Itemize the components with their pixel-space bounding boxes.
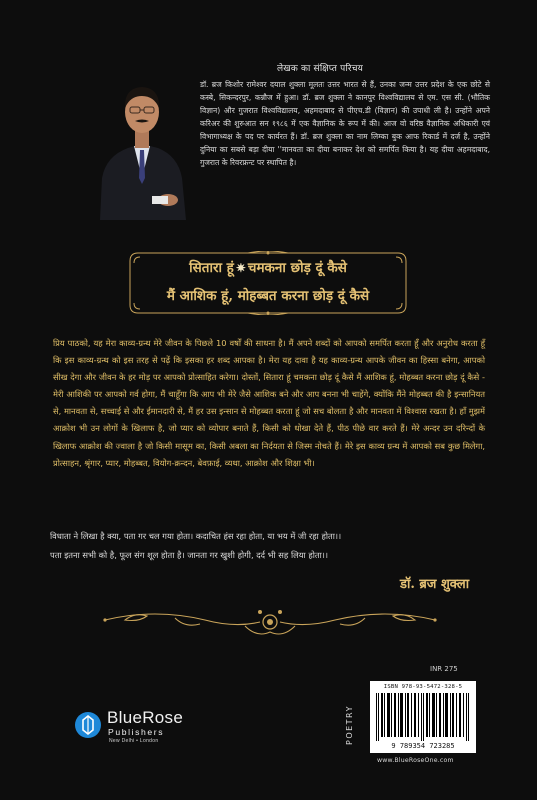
genre-label: POETRY — [345, 705, 354, 745]
poem-line-2: मैं आशिक हूं, मोहब्बत करना छोड़ दूं कैसे — [166, 288, 370, 304]
poem-line-1-end: चमकना छोड़ दूं कैसे — [247, 260, 347, 276]
publisher-website: www.BlueRoseOne.com — [377, 757, 454, 764]
sparkle-icon: ✷ — [235, 261, 246, 275]
author-photo — [92, 60, 192, 220]
isbn-label: ISBN 978-93-5472-328-5 — [383, 684, 463, 690]
barcode-number: 9 789354 723285 — [391, 742, 455, 750]
bio-heading: लेखक का संक्षिप्त परिचय — [277, 64, 364, 74]
poem-frame — [128, 251, 408, 315]
barcode-box — [370, 681, 476, 753]
poem-line-1-start: सितारा हूं — [189, 260, 234, 276]
author-signature: डॉ. ब्रज शुक्ला — [400, 577, 470, 592]
publisher-logo — [74, 708, 234, 748]
publisher-name: BlueRose — [107, 708, 184, 727]
ornament-icon — [95, 598, 445, 643]
price-label: INR 275 — [430, 665, 458, 673]
publisher-subtitle: Publishers — [108, 727, 165, 737]
main-paragraph: प्रिय पाठको, यह मेरा काव्य-ग्रन्थ मेरे जीवन के पिछले 10 वर्षों की साधना है। मैं अपने शब्दों को आपको समर्पित करता हूँ और अनुरोध करता हूँ कि इस काव्य-ग्रन्थ को इस तरह से पढ़ें कि इसका हर शब्द आपका है। मेरा यह दावा है यह काव्य-ग्रन्थ आपके जीवन का हिस्सा बनेगा, आपको सीख देगा और जीवन के हर मोड़ पर आपको प्रोत्साहित करेगा। दोस्तों, सितारा हूं चमकना छोड़ दूं कैसे मैं आशिक हूं, मोहब्बत करना छोड़ दूं कैसे - मेरी आशिकी पर आपको गर्व होगा, मैं चाहूँगा कि आप भी मेरे जैसे आशिक बने और आप बनना भी चाहेंगे, क्योंकि मैंने मोहब्बत की है इन्सानियत से, मानवता से, सच्चाई से और ईमानदारी से, मैं हर उस इन्सान से मोहब्बत करता हूं जो सच बोलता है और मानवता में विश्वास रखता है। हाँ मुझमें आक्रोश भी उन लोगों के खिलाफ है, जो प्यार को व्योपार बनाते हैं, किसी को धोखा देते हैं, पीठ पीछे वार करते हैं। मेरे अन्दर उन दरिन्दों के खिलाफ आक्रोश की ज्वाला है जो किसी मासूम का, किसी अबला का निर्दयता से जिस्म नोचते हैं। मेरे इस काव्य ग्रन्थ में आपको सब कुछ मिलेगा, प्रोत्साहन, श्रृंगार, प्यार, मोहब्बत, वियोग-क्रन्दन, बेवफ़ाई, व्यथा, आक्रोश और शिक्षा भी। — [53, 338, 485, 468]
publisher-places: New Delhi • London — [109, 738, 159, 744]
verse-line-1: विधाता ने लिखा है क्या, पता गर चल गया होता। कदाचित हंस रहा होता, या भय में जी रहा होता।। — [50, 531, 342, 541]
verse-line-2: पता इतना सभी को है, फूल संग शूल होता है। जानता गर खुशी होगी, दर्द भी सह लिया होता।। — [50, 550, 329, 560]
bio-text: डॉ. ब्रज किशोर रामेश्वर दयाल शुक्ला मूलतः उत्तर भारत से हैं, उनका जन्म उत्तर प्रदेश के एक छोटे से कस्बे, सिकन्दरपुर, कन्नौज में हुआ। डॉ. ब्रज शुक्ला ने कानपुर विश्वविद्यालय से एम. एस सी. (भौतिक विज्ञान) और गुजरात विश्वविद्यालय, अहमदाबाद से पीएच.डी (विज्ञान) की उपाधी ली है। उन्होंने अपने करिअर की शुरुआत सन १९८६ में एक वैज्ञानिक के रूप में की। आज वो वरिष्ठ वैज्ञानिक अधिकारी एवं विभागाध्यक्ष के पद पर कार्यरत हैं। डॉ. ब्रज शुक्ला का नाम लिम्का बुक आफ रिकार्ड में दर्ज है, उन्होंने दुनिया का सबसे बड़ा दीया ''मानवता का दीया बनाकर देश को समर्पित किया है। यह दीया अहमदाबाद, गुजरात के रिवरफ्रन्ट पर स्थापित है। — [200, 80, 490, 167]
poem-line-1 — [128, 258, 408, 276]
barcode-icon — [374, 693, 472, 741]
publisher-logo-icon — [74, 711, 102, 739]
